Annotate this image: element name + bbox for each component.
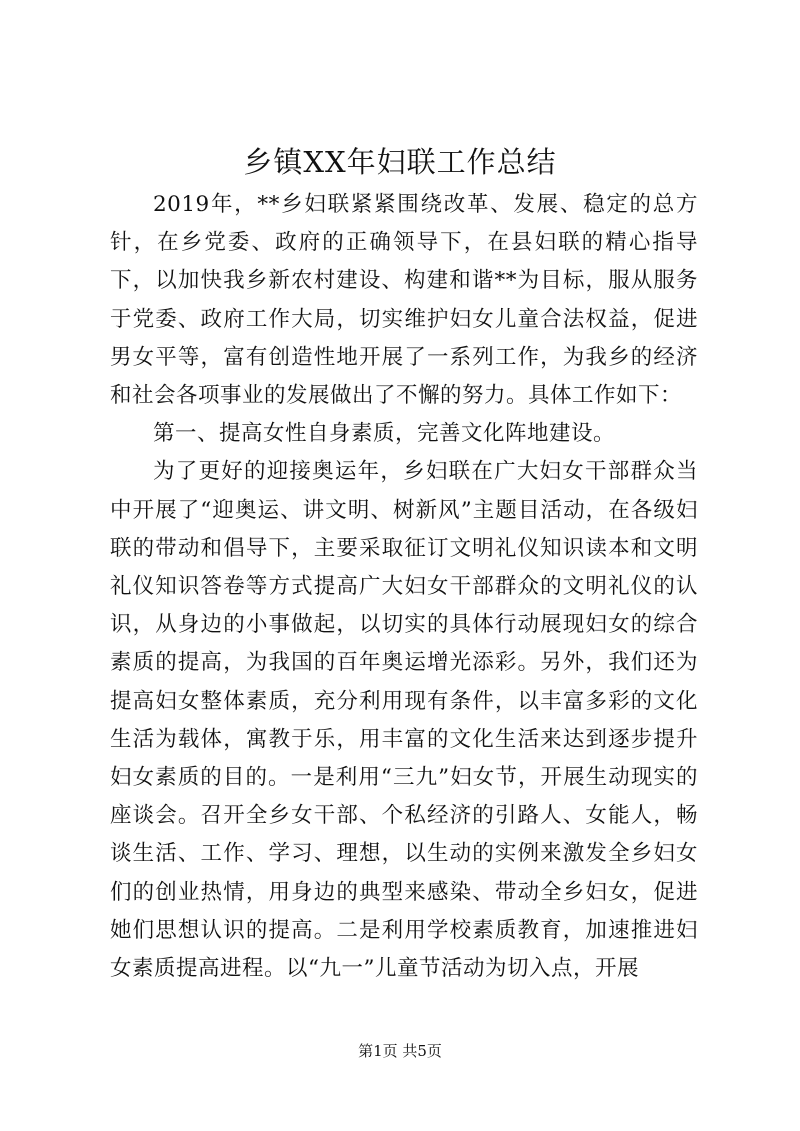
document-body xyxy=(110,186,698,988)
document-title: 乡镇XX年妇联工作总结 xyxy=(243,145,557,179)
paragraph-section-heading: 第一、提高女性自身素质，完善文化阵地建设。 xyxy=(153,421,616,447)
paragraph-intro: 2019年，**乡妇联紧紧围绕改革、发展、稳定的总方针，在乡党委、政府的正确领导下，在县妇联的精心指导下，以加快我乡新农村建设、构建和谐**为目标，服从服务于党委、政府工作大局，切实维护妇女儿童合法权益，促进男女平等，富有创造性地开展了一系列工作，为我乡的经济和社会各项事业的发展做出了不懈的努力。具体工作如下： xyxy=(110,192,698,409)
paragraph-activities: 为了更好的迎接奥运年，乡妇联在广大妇女干部群众当中开展了“迎奥运、讲文明、树新风”主题目活动，在各级妇联的带动和倡导下，主要采取征订文明礼仪知识读本和文明礼仪知识答卷等方式提高广大妇女干部群众的文明礼仪的认识，从身边的小事做起，以切实的具体行动展现妇女的综合素质的提高，为我国的百年奥运增光添彩。另外，我们还为提高妇女整体素质，充分利用现有条件，以丰富多彩的文化生活为载体，寓教于乐，用丰富的文化生活来达到逐步提升妇女素质的目的。一是利用“三九”妇女节，开展生动现实的座谈会。召开全乡女干部、个私经济的引路人、女能人，畅谈生活、工作、学习、理想，以生动的实例来激发全乡妇女们的创业热情，用身边的典型来感染、带动全乡妇女，促进她们思想认识的提高。二是利用学校素质教育，加速推进妇女素质提高进程。以“九一”儿童节活动为切入点，开展 xyxy=(110,459,698,982)
page-footer: 第1页 共5页 xyxy=(358,1042,442,1060)
